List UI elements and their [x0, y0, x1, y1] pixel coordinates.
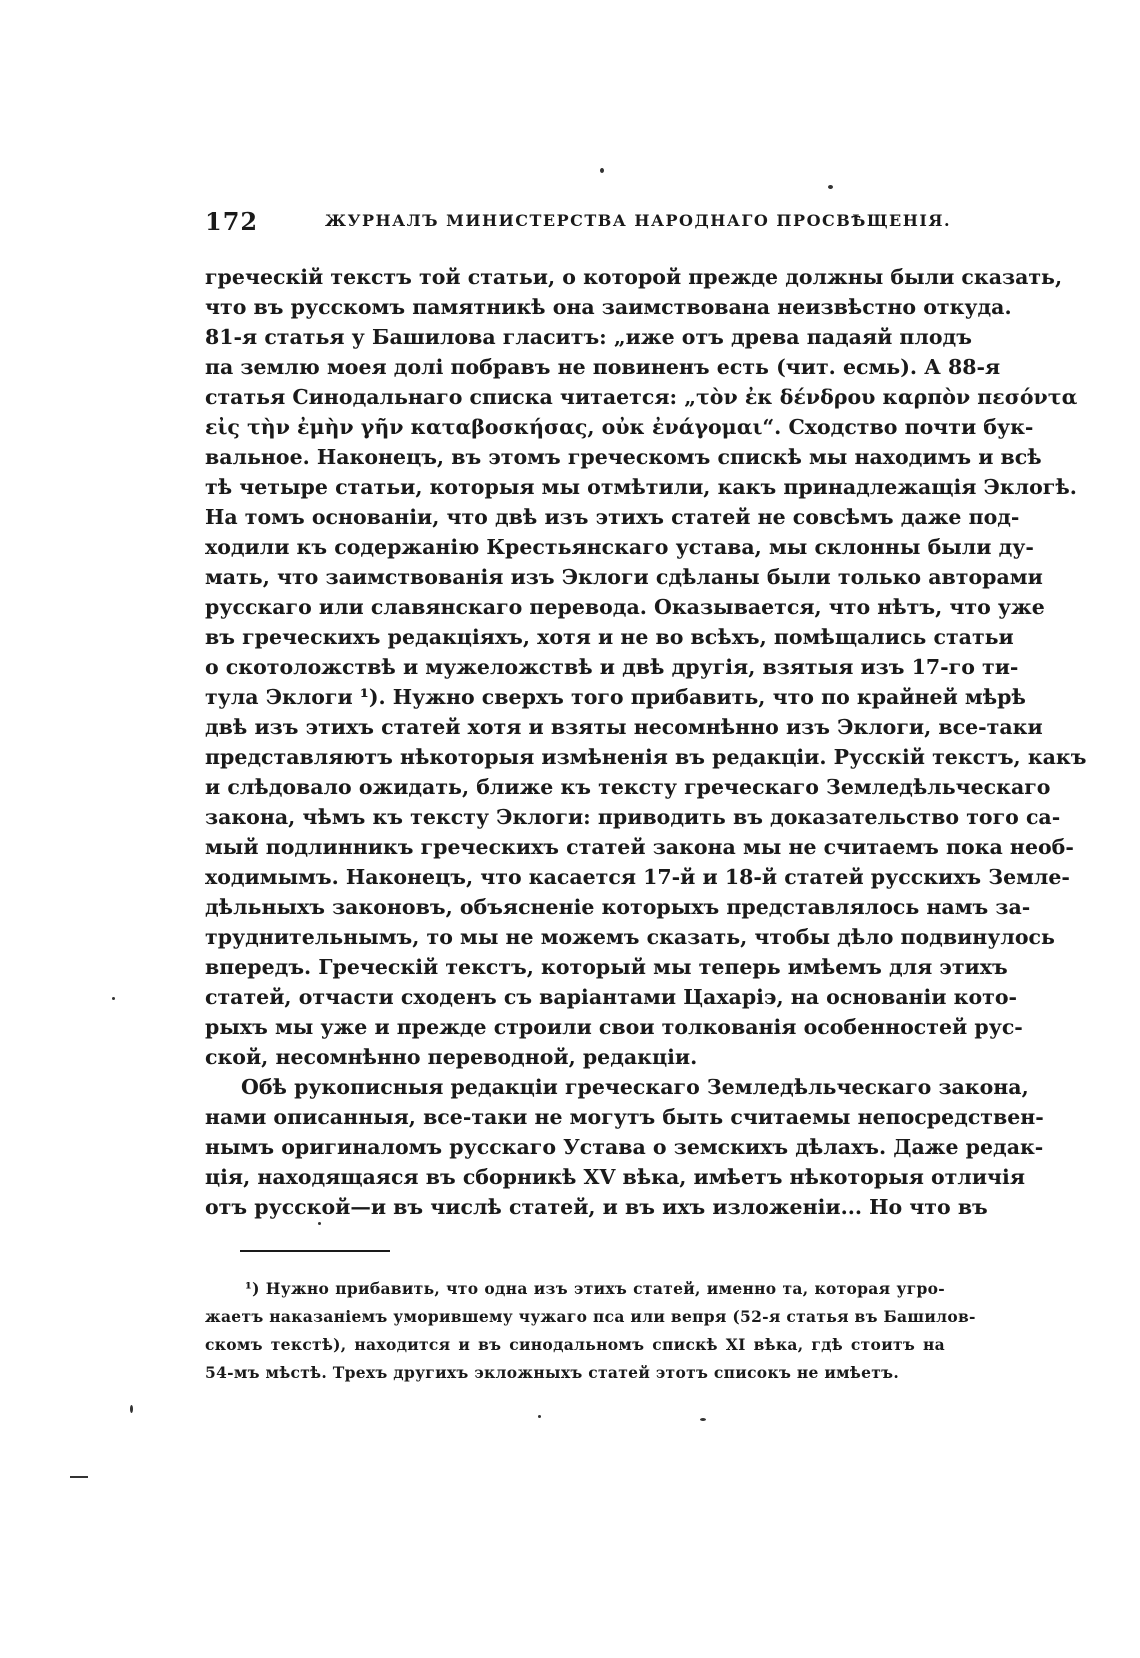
text-line: па землю моея долі побравъ не повиненъ есть (чит. есмь). А 88-я	[205, 355, 1001, 379]
text-line: εἰς τὴν ἐμὴν γῆν καταβοσκήσας, οὐκ ἐνάγομαι“. Сходство почти бук-	[205, 415, 1034, 439]
text-line: 81-я статья у Башилова гласитъ: „иже отъ древа падаяй плодъ	[205, 325, 972, 349]
text-line: труднительнымъ, то мы не можемъ сказать, чтобы дѣло подвинулось	[205, 925, 1055, 949]
text-line: На томъ основаніи, что двѣ изъ этихъ статей не совсѣмъ даже под-	[205, 505, 1020, 529]
footnote-separator	[240, 1250, 390, 1252]
text-line: закона, чѣмъ къ тексту Эклоги: приводить въ доказательство того са-	[205, 805, 1061, 829]
text-line: вальное. Наконецъ, въ этомъ греческомъ спискѣ мы находимъ и всѣ	[205, 445, 1042, 469]
text-line: представляютъ нѣкоторыя измѣненія въ редакціи. Русскій текстъ, какъ	[205, 745, 1087, 769]
footnote-line: скомъ текстѣ), находится и въ синодальномъ спискѣ XI вѣка, гдѣ стоитъ на	[205, 1335, 945, 1354]
paragraph-2	[205, 1072, 1044, 1222]
footnote	[205, 1275, 976, 1387]
page-header	[205, 207, 952, 237]
page-number: 172	[205, 207, 259, 236]
main-text	[205, 262, 1087, 1222]
text-line: о скотоложствѣ и мужеложствѣ и двѣ другія, взятыя изъ 17-го ти-	[205, 655, 1019, 679]
footnote-line: ¹) Нужно прибавить, что одна изъ этихъ статей, именно та, которая угро-	[245, 1279, 945, 1298]
text-line: тѣ четыре статьи, которыя мы отмѣтили, какъ принадлежащія Эклогѣ.	[205, 475, 1077, 499]
text-line: ція, находящаяся въ сборникѣ XV вѣка, имѣетъ нѣкоторыя отличія	[205, 1165, 1025, 1189]
text-line: статья Синодальнаго списка читается: „τὸν ἐκ δένδρου καρπὸν πεσόντα	[205, 385, 1078, 409]
text-line: въ греческихъ редакціяхъ, хотя и не во всѣхъ, помѣщались статьи	[205, 625, 1014, 649]
text-line: греческій текстъ той статьи, о которой прежде должны были сказать,	[205, 265, 1063, 289]
text-line: русскаго или славянскаго перевода. Оказывается, что нѣтъ, что уже	[205, 595, 1045, 619]
footnote-line: 54-мъ мѣстѣ. Трехъ другихъ экложныхъ статей этотъ списокъ не имѣетъ.	[205, 1363, 900, 1382]
text-line: мать, что заимствованія изъ Эклоги сдѣланы были только авторами	[205, 565, 1043, 589]
text-line: Обѣ рукописныя редакціи греческаго Земледѣльческаго закона,	[241, 1075, 1029, 1099]
paragraph-1	[205, 262, 1087, 1072]
text-line: тула Эклоги ¹). Нужно сверхъ того прибавить, что по крайней мѣрѣ	[205, 685, 1026, 709]
text-line: отъ русской—и въ числѣ статей, и въ ихъ изложеніи... Но что въ	[205, 1195, 988, 1219]
text-line: ходимымъ. Наконецъ, что касается 17-й и 18-й статей русскихъ Земле-	[205, 865, 1070, 889]
text-line: нымъ оригиналомъ русскаго Устава о земскихъ дѣлахъ. Даже редак-	[205, 1135, 1044, 1159]
text-line: двѣ изъ этихъ статей хотя и взяты несомнѣнно изъ Эклоги, все-таки	[205, 715, 1043, 739]
text-line: нами описанныя, все-таки не могутъ быть считаемы непосредствен-	[205, 1105, 1044, 1129]
text-line: и слѣдовало ожидать, ближе къ тексту греческаго Земледѣльческаго	[205, 775, 1051, 799]
text-line: рыхъ мы уже и прежде строили свои толкованія особенностей рус-	[205, 1015, 1023, 1039]
text-line: ской, несомнѣнно переводной, редакціи.	[205, 1045, 698, 1069]
running-title: ЖУРНАЛЪ МИНИСТЕРСТВА НАРОДНАГО ПРОСВѢЩЕНІЯ.	[325, 211, 952, 230]
text-line: мый подлинникъ греческихъ статей закона мы не считаемъ пока необ-	[205, 835, 1074, 859]
text-line: впередъ. Греческій текстъ, который мы теперь имѣемъ для этихъ	[205, 955, 1008, 979]
text-line: что въ русскомъ памятникѣ она заимствована неизвѣстно откуда.	[205, 295, 1012, 319]
text-line: статей, отчасти сходенъ съ варіантами Цахаріэ, на основаніи кото-	[205, 985, 1018, 1009]
text-line: ходили къ содержанію Крестьянскаго устава, мы склонны были ду-	[205, 535, 1034, 559]
text-line: дѣльныхъ законовъ, объясненіе которыхъ представлялось намъ за-	[205, 895, 1031, 919]
footnote-line: жаетъ наказаніемъ уморившему чужаго пса или вепря (52-я статья въ Башилов-	[205, 1307, 976, 1326]
